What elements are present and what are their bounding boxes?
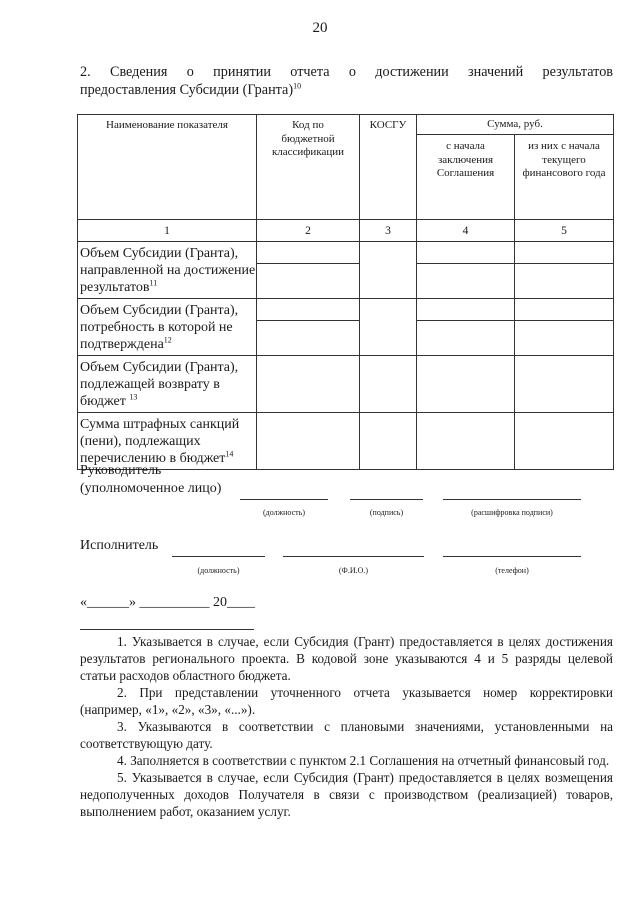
table-row [78, 242, 614, 264]
table-row [78, 299, 614, 321]
budget-code-cell [257, 299, 360, 321]
table-row [78, 413, 614, 470]
head-decoding-line [443, 499, 581, 500]
since-agreement-cell [417, 356, 515, 413]
section-heading-line-2: предоставления Субсидии (Гранта) [80, 82, 294, 98]
row-label: Объем Субсидии (Гранта), подлежащей возврату в бюджет $^{13}$ [78, 356, 257, 413]
budget-code-cell [257, 321, 360, 356]
budget-code-cell [257, 264, 360, 299]
head-position-caption: (должность) [263, 508, 305, 517]
executor-phone-line [443, 556, 581, 557]
column-number: 4 [417, 220, 515, 242]
current-year-cell [515, 321, 614, 356]
since-agreement-cell [417, 299, 515, 321]
since-agreement-cell [417, 264, 515, 299]
executor-position-line [172, 556, 265, 557]
row-footnote-ref: 12 [163, 335, 172, 345]
executor-name-line [283, 556, 424, 557]
head-signature-line [350, 499, 423, 500]
current-year-cell [515, 299, 614, 321]
column-number: 2 [257, 220, 360, 242]
table-row [78, 356, 614, 413]
kosgu-cell [360, 413, 417, 470]
footnotes [80, 633, 613, 820]
header-current-year: из них с начала текущего финансового года [515, 135, 614, 220]
footnote-2: 2. При представлении уточненного отчета указывается номер корректировки (например, «1», «2», «3», «...»). [80, 685, 613, 717]
row-label: Объем Субсидии (Гранта), направленной на достижение результатов$^{11}$ [78, 242, 257, 299]
row-footnote-ref: 14 [225, 449, 234, 459]
footnote-4: 4. Заполняется в соответствии с пунктом 2.1 Соглашения на отчетный финансовый год. [117, 753, 610, 768]
executor-name-caption: (Ф.И.О.) [338, 566, 369, 575]
head-signature-caption: (подпись) [369, 508, 404, 517]
header-kosgu: КОСГУ [360, 115, 417, 220]
current-year-cell [515, 413, 614, 470]
header-since-agreement: с начала заключения Соглашения [417, 135, 515, 220]
section-heading [80, 63, 613, 99]
budget-code-cell [257, 413, 360, 470]
page-number: 20 [312, 20, 328, 36]
current-year-cell [515, 242, 614, 264]
column-number: 1 [78, 220, 257, 242]
section-heading-line-1: 2. Сведения о принятии отчета о достижении значений результатов [80, 64, 613, 80]
header-indicator: Наименование показателя [78, 115, 257, 220]
footnote-1: 1. Указывается в случае, если Субсидия (Грант) предоставляется в целях достижения результатов регионального проекта. В кодовой зоне указываются 4 и 5 разряды целевой статьи расходов областного бюджета. [80, 634, 613, 683]
since-agreement-cell [417, 321, 515, 356]
budget-code-cell [257, 356, 360, 413]
kosgu-cell [360, 356, 417, 413]
section-heading-footnote-ref: 10 [293, 81, 302, 91]
executor-label: Исполнитель [80, 538, 159, 553]
kosgu-cell [360, 299, 417, 356]
column-number: 5 [515, 220, 614, 242]
executor-phone-caption: (телефон) [495, 566, 529, 575]
head-label-note: (уполномоченное лицо) [80, 481, 222, 496]
head-label: Руководитель [80, 463, 162, 478]
budget-code-cell [257, 242, 360, 264]
header-sum: Сумма, руб. [417, 115, 614, 135]
header-budget-code: Код по бюджетной классификации [257, 115, 360, 220]
since-agreement-cell [417, 413, 515, 470]
executor-position-caption: (должность) [197, 566, 240, 575]
row-footnote-ref: 13 [129, 392, 138, 402]
row-footnote-ref: 11 [149, 278, 158, 288]
row-label: Сумма штрафных санкций (пени), подлежащих перечислению в бюджет$^{14}$ [78, 413, 257, 470]
results-table [77, 114, 614, 470]
row-label: Объем Субсидии (Гранта), потребность в которой не подтверждена$^{12}$ [78, 299, 257, 356]
column-number: 3 [360, 220, 417, 242]
date-line: «______» __________ 20____ [80, 595, 255, 610]
kosgu-cell [360, 242, 417, 299]
head-decoding-caption: (расшифровка подписи) [471, 508, 553, 517]
footnote-5: 5. Указывается в случае, если Субсидия (Грант) предоставляется в целях возмещения недополученных доходов Получателя в связи с производством (реализацией) товаров, выполнением работ, оказанием услуг. [80, 770, 613, 819]
current-year-cell [515, 264, 614, 299]
current-year-cell [515, 356, 614, 413]
footnote-separator [80, 629, 254, 630]
footnote-3: 3. Указываются в соответствии с плановыми значениями, установленными на соответствующую дату. [80, 719, 613, 751]
since-agreement-cell [417, 242, 515, 264]
head-position-line [240, 499, 328, 500]
column-numbers-row [78, 220, 614, 242]
